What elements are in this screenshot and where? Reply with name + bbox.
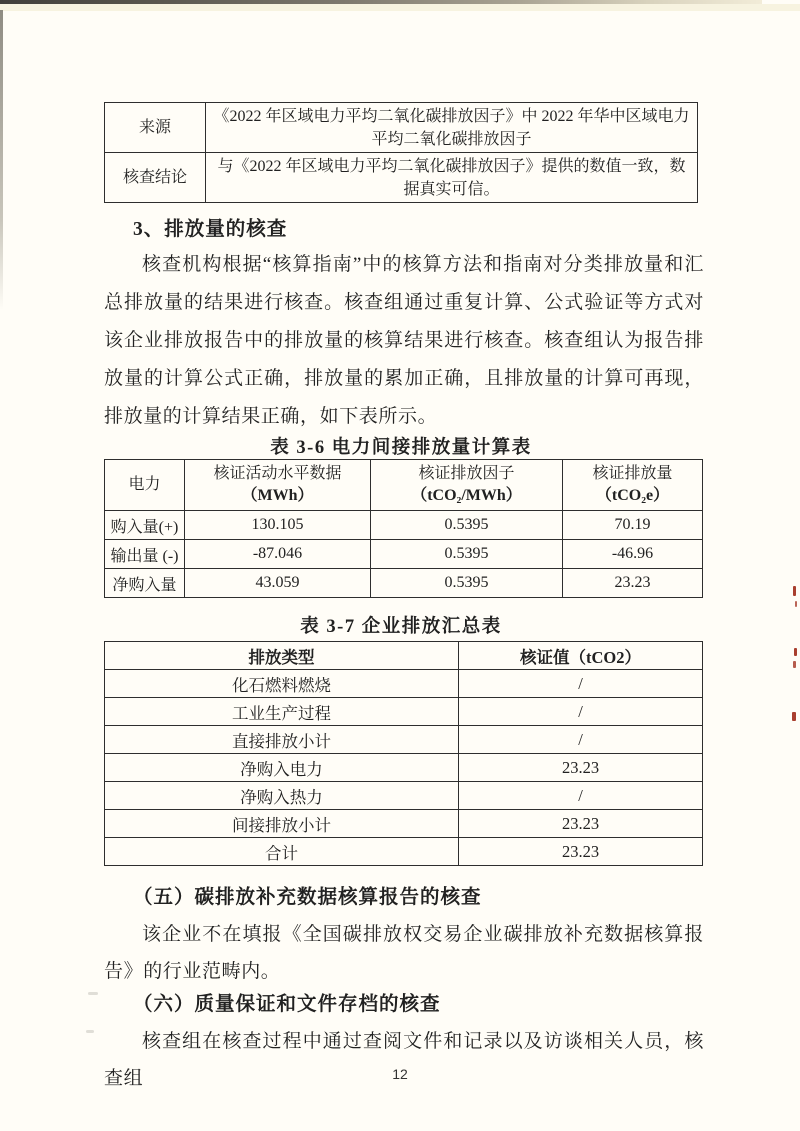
cell-value: 130.105 [185, 511, 371, 540]
scan-artifact-red-mark [793, 586, 796, 596]
table-row [105, 103, 698, 153]
section-3-paragraph: 核查机构根据“核算指南”中的核算方法和指南对分类排放量和汇总排放量的结果进行核查。核查组通过重复计算、公式验证等方式对该企业排放报告中的排放量的核算结果进行核查。核查组认为报告排放量的计算公式正确，排放量的累加正确，且排放量的计算可再现，排放量的计算结果正确，如下表所示。 [104, 254, 704, 427]
section-6-heading: （六）质量保证和文件存档的核查 [133, 994, 441, 1015]
table-row-exported [105, 540, 703, 569]
col-header-emission-type: 排放类型 [105, 642, 459, 670]
cell-label: 净购入电力 [105, 754, 459, 782]
cell-value: / [459, 782, 703, 810]
cell-value: -46.96 [563, 540, 703, 569]
cell-value: 23.23 [563, 569, 703, 598]
cell-value: 23.23 [459, 754, 703, 782]
section-5-paragraph: 该企业不在填报《全国碳排放权交易企业碳排放补充数据核算报告》的行业范畴内。 [104, 924, 704, 982]
cell-conclusion-text: 与《2022 年区域电力平均二氧化碳排放因子》提供的数值一致，数据真实可信。 [206, 153, 698, 203]
col-header-emission-factor: 核证排放因子 （tCO₂/MWh） [371, 460, 563, 511]
row-header-source: 来源 [105, 103, 206, 153]
scan-artifact-red-mark [793, 661, 796, 668]
scan-artifact-red-mark [795, 601, 797, 607]
col-header-activity-data: 核证活动水平数据 （MWh） [185, 460, 371, 511]
table-row-total [105, 838, 703, 866]
table-row-net-purchased [105, 569, 703, 598]
table-row-purchased [105, 511, 703, 540]
col-header-verified-value: 核证值（tCO2） [459, 642, 703, 670]
cell-value: 23.23 [459, 838, 703, 866]
cell-label: 间接排放小计 [105, 810, 459, 838]
cell-label: 工业生产过程 [105, 698, 459, 726]
cell-label: 购入量(+) [105, 511, 185, 540]
scan-top-band [0, 4, 800, 11]
cell-label: 化石燃料燃烧 [105, 670, 459, 698]
scan-smudge [86, 1030, 94, 1033]
cell-value: 0.5395 [371, 511, 563, 540]
section-6-paragraph: 核查组在核查过程中通过查阅文件和记录以及访谈相关人员，核查组 [104, 1031, 704, 1089]
col-header-electricity: 电力 [105, 460, 185, 511]
table-3-7-enterprise-emissions-summary [104, 641, 703, 866]
table-3-7-caption: 表 3-7 企业排放汇总表 [300, 617, 502, 637]
cell-value: 70.19 [563, 511, 703, 540]
scan-left-edge [0, 10, 3, 310]
table-header-row [105, 642, 703, 670]
table-row-direct-subtotal [105, 726, 703, 754]
cell-value: 43.059 [185, 569, 371, 598]
cell-value: / [459, 698, 703, 726]
table-row-net-electricity [105, 754, 703, 782]
table-row-net-heat [105, 782, 703, 810]
section-3-heading: 3、排放量的核查 [133, 219, 288, 240]
cell-value: 23.23 [459, 810, 703, 838]
row-header-conclusion: 核查结论 [105, 153, 206, 203]
cell-source-text: 《2022 年区域电力平均二氧化碳排放因子》中 2022 年华中区域电力平均二氧化碳排放因子 [206, 103, 698, 153]
cell-value: 0.5395 [371, 540, 563, 569]
section-5-heading: （五）碳排放补充数据核算报告的核查 [133, 887, 482, 908]
emission-factor-source-table [104, 102, 698, 203]
cell-label: 净购入热力 [105, 782, 459, 810]
table-3-6-electricity-indirect-emissions [104, 459, 703, 598]
cell-value: -87.046 [185, 540, 371, 569]
table-3-6-caption: 表 3-6 电力间接排放量计算表 [270, 438, 532, 458]
page-number: 12 [392, 1066, 408, 1082]
table-header-row [105, 460, 703, 511]
cell-label: 净购入量 [105, 569, 185, 598]
cell-label: 直接排放小计 [105, 726, 459, 754]
cell-label: 输出量 (-) [105, 540, 185, 569]
table-row-indirect-subtotal [105, 810, 703, 838]
table-row-industrial-process [105, 698, 703, 726]
scan-smudge [88, 992, 98, 995]
cell-value: 0.5395 [371, 569, 563, 598]
scan-artifact-red-mark [794, 648, 797, 656]
table-row [105, 153, 698, 203]
cell-value: / [459, 726, 703, 754]
cell-value: / [459, 670, 703, 698]
scan-artifact-red-mark [792, 712, 796, 721]
cell-label: 合计 [105, 838, 459, 866]
table-row-fossil-fuel [105, 670, 703, 698]
col-header-verified-emissions: 核证排放量（tCO₂e） [563, 460, 703, 511]
